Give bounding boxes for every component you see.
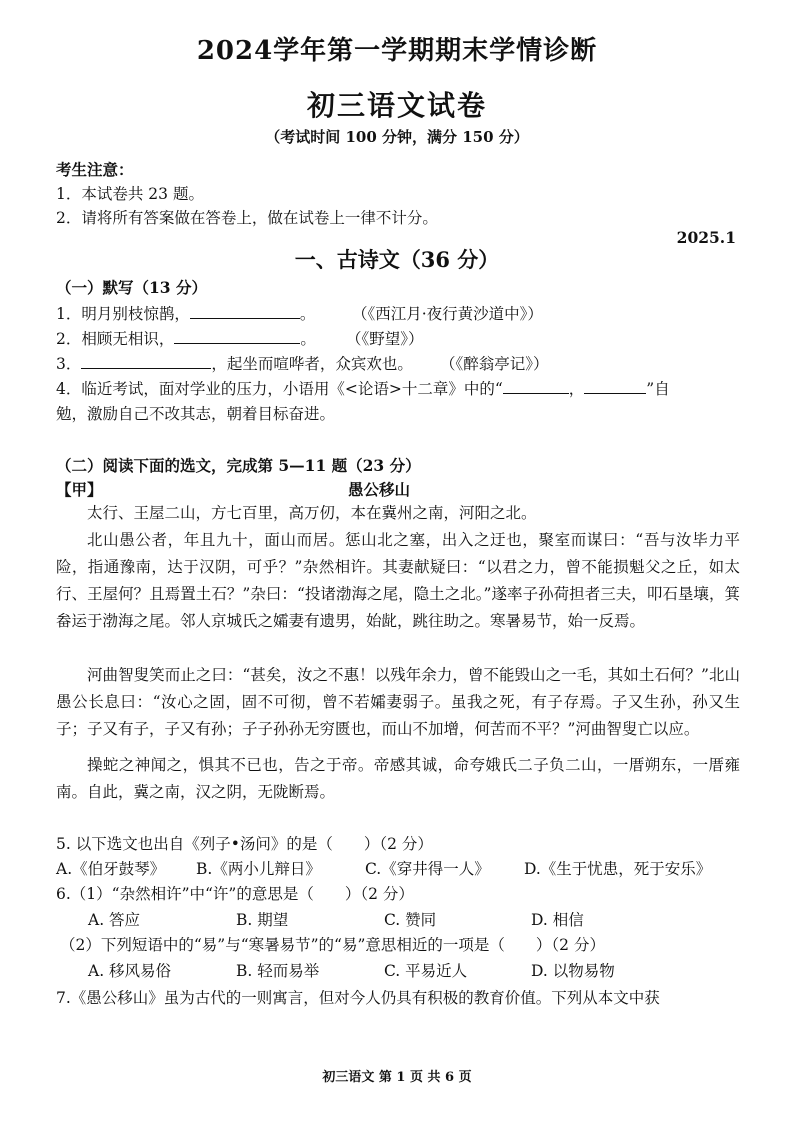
question-4-continued: 勉，激励自己不改其志，朝着目标奋进。 (56, 405, 336, 423)
option-a[interactable]: A.《伯牙鼓琴》 (56, 860, 166, 878)
question-source: （《野望》） (346, 330, 424, 348)
passage-label: 【甲】 (56, 480, 103, 499)
question-4 (56, 377, 670, 399)
question-source: （《西江月·夜行黄沙道中》） (352, 305, 543, 323)
exam-date: 2025.1 (676, 228, 736, 247)
part-heading: （二）阅读下面的选文，完成第 5—11 题（23 分） (56, 456, 421, 475)
question-text: ，起坐而喧哗者，众宾欢也。 (211, 355, 413, 373)
answer-blank[interactable] (174, 327, 300, 344)
notice-heading: 考生注意： (56, 160, 134, 179)
question-number: 3． (56, 355, 82, 373)
option-c[interactable]: C.《穿井得一人》 (365, 860, 490, 878)
question-text: 明月别枝惊鹊， (81, 305, 190, 323)
option-b[interactable]: B. 期望 (236, 911, 289, 929)
section-title: 一、古诗文（36 分） (294, 247, 500, 272)
answer-blank[interactable] (81, 352, 211, 369)
option-c[interactable]: C. 平易近人 (384, 962, 468, 980)
option-c[interactable]: C. 赞同 (384, 911, 437, 929)
part-heading: （一）默写（13 分） (56, 278, 207, 297)
question-1 (56, 302, 315, 324)
question-text: 4．临近考试，面对学业的压力，小语用《<论语>十二章》中的“ (56, 380, 503, 398)
answer-blank[interactable] (190, 302, 300, 319)
passage-paragraph: 操蛇之神闻之，惧其不已也，告之于帝。帝感其诚，命夸娥氏二子负二山，一厝朔东，一厝雍南。自此，冀之南，汉之阴，无陇断焉。 (56, 756, 740, 801)
question-3 (56, 352, 413, 374)
option-d[interactable]: D. 以物易物 (531, 962, 615, 980)
passage-title: 愚公移山 (348, 480, 411, 499)
question-text: ”自 (646, 380, 670, 398)
question-end: 。 (299, 305, 316, 323)
page-footer: 初三语文 第 1 页 共 6 页 (322, 1070, 472, 1085)
question-7: 7.《愚公移山》虽为古代的一则寓言，但对今人仍具有积极的教育价值。下列从本文中获 (56, 989, 660, 1007)
option-d[interactable]: D.《生于忧患，死于安乐》 (524, 860, 712, 878)
notice-item: 2．请将所有答案做在答卷上，做在试卷上一律不计分。 (56, 209, 438, 227)
answer-blank[interactable] (503, 377, 569, 394)
question-number: 1． (56, 305, 82, 323)
notice-item: 1．本试卷共 23 题。 (56, 185, 204, 203)
question-2 (56, 327, 316, 349)
question-source: （《醉翁亭记》） (440, 355, 549, 373)
exam-title: 2024学年第一学期期末学情诊断 (196, 36, 598, 66)
option-d[interactable]: D. 相信 (531, 911, 584, 929)
question-6-2: （2）下列短语中的“易”与“寒暑易节”的“易”意思相近的一项是（ ）（2 分） (60, 936, 605, 954)
exam-subtitle: 初三语文试卷 (306, 89, 487, 122)
option-a[interactable]: A. 答应 (88, 911, 141, 929)
option-b[interactable]: B.《两小儿辩日》 (196, 860, 321, 878)
passage-paragraph: 太行、王屋二山，方七百里，高万仞，本在冀州之南，河阳之北。 (87, 504, 537, 522)
question-end: 。 (300, 330, 316, 348)
question-number: 2． (56, 330, 82, 348)
exam-info: （考试时间 100 分钟，满分 150 分） (265, 128, 529, 146)
question-6-1: 6.（1）“杂然相许”中“许”的意思是（ ）（2 分） (56, 885, 414, 903)
option-a[interactable]: A. 移风易俗 (88, 962, 172, 980)
question-text: 相顾无相识， (81, 330, 175, 348)
answer-blank[interactable] (584, 377, 646, 394)
question-5: 5. 以下选文也出自《列子•汤问》的是（ ）（2 分） (56, 835, 433, 853)
passage-paragraph: 北山愚公者，年且九十，面山而居。惩山北之塞，出入之迂也，聚室而谋曰：“吾与汝毕力平险，指通豫南，达于汉阴，可乎？”杂然相许。其妻献疑曰：“以君之力，曾不能损魁父之丘，如太行、王屋何？且焉置土石？”杂曰：“投诸渤海之尾，隐土之北。”遂率子孙荷担者三夫，叩石垦壤，箕畚运于渤海之尾。邻人京城氏之孀妻有遗男，始龀，跳往助之。寒暑易节，始一反焉。 (56, 531, 740, 630)
question-separator: ， (568, 380, 585, 398)
passage-paragraph: 河曲智叟笑而止之曰：“甚矣，汝之不惠！以残年余力，曾不能毁山之一毛，其如土石何？”北山愚公长息曰：“汝心之固，固不可彻，曾不若孀妻弱子。虽我之死，有子存焉。子又生孙，孙又生子；子又有子，子又有孙；子子孙孙无穷匮也，而山不加增，何苦而不平？”河曲智叟亡以应。 (56, 666, 740, 738)
option-b[interactable]: B. 轻而易举 (236, 962, 320, 980)
